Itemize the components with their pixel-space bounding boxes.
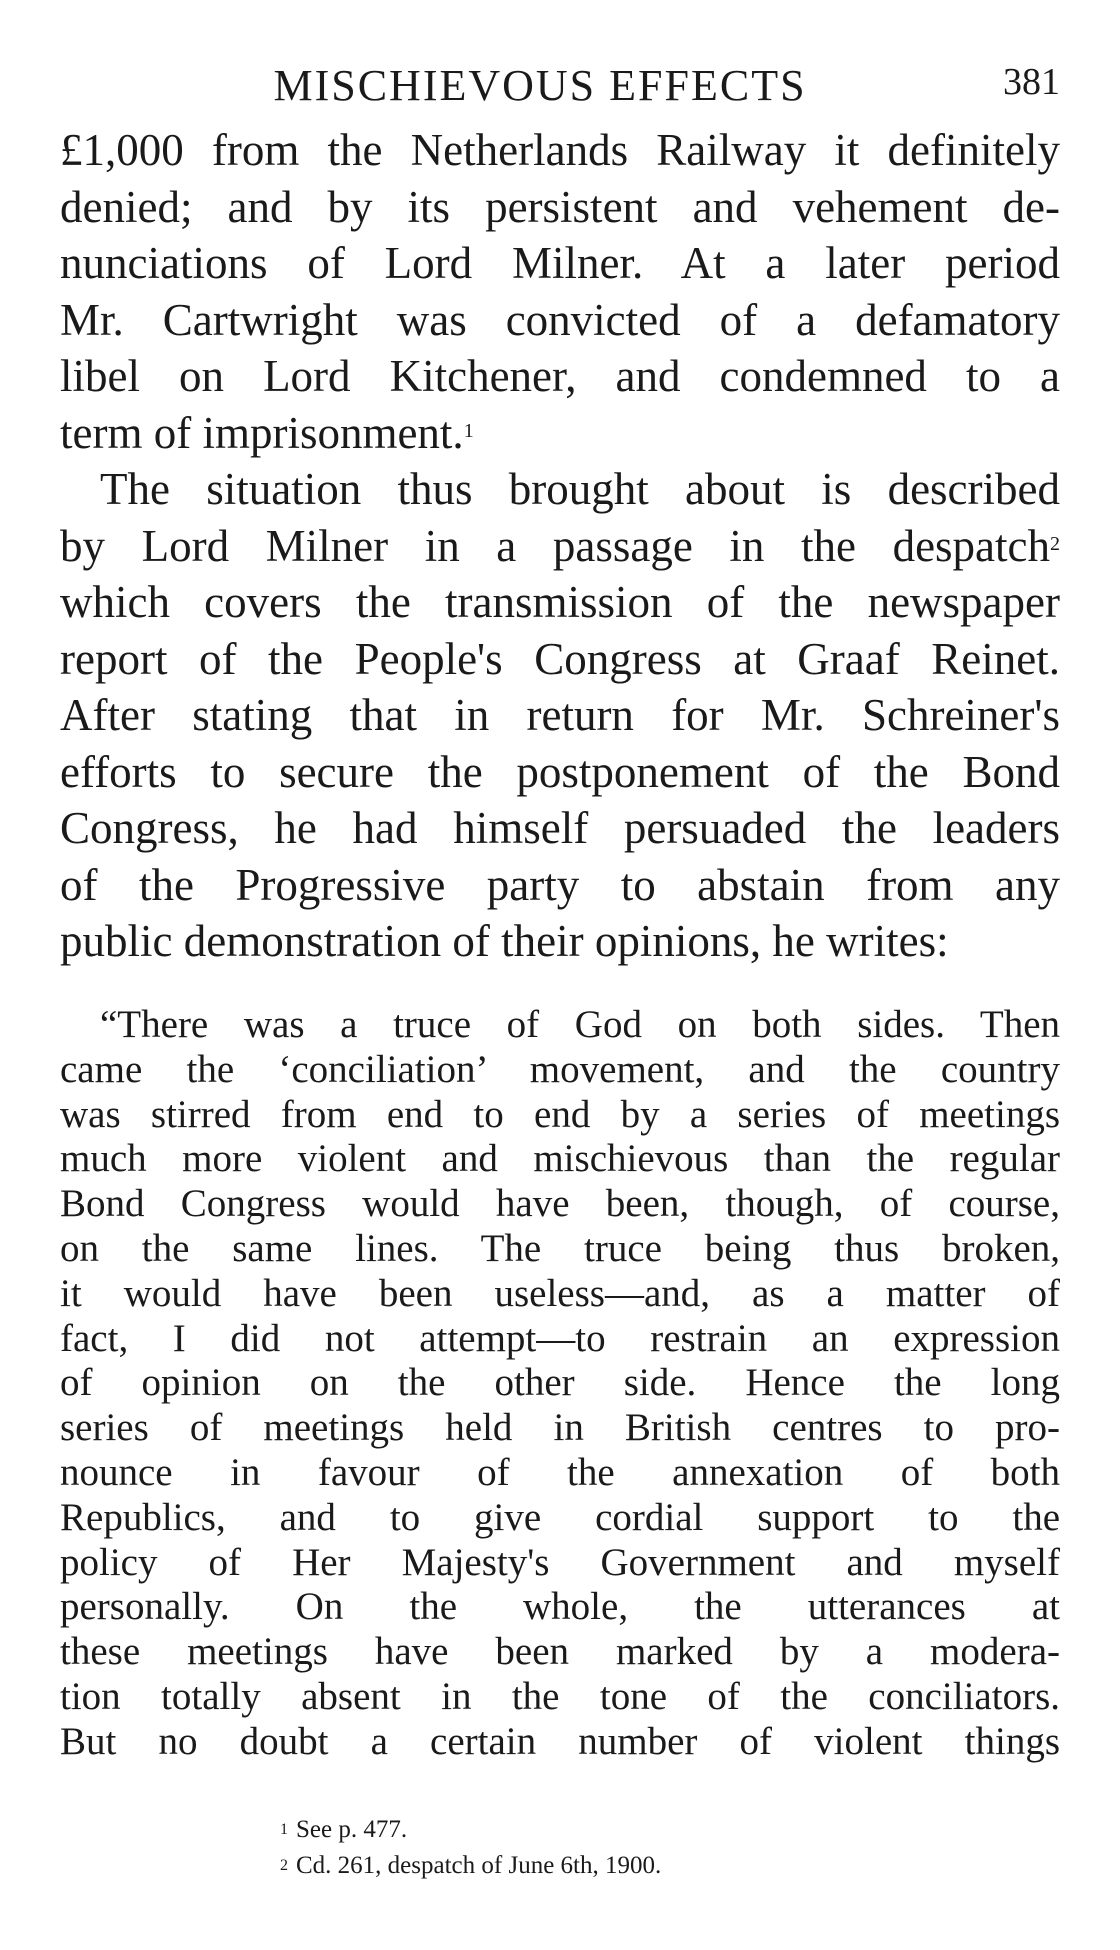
quote-line: these meetings have been marked by a modera- — [60, 1630, 1060, 1674]
footnote-mark: 1 — [280, 1821, 288, 1838]
quote-line: fact, I did not attempt—to restrain an expression — [60, 1316, 1060, 1360]
text-line — [60, 405, 1060, 462]
quote-line: on the same lines. The truce being thus broken, — [60, 1226, 1060, 1270]
text-line: £1,000 from the Netherlands Railway it definitely — [60, 125, 1060, 175]
text-line: After stating that in return for Mr. Schreiner's — [60, 690, 1060, 740]
quote-line: policy of Her Majesty's Government and myself — [60, 1540, 1060, 1584]
quote-line: of opinion on the other side. Hence the long — [60, 1361, 1060, 1405]
quote-line: came the ‘conciliation’ movement, and the country — [60, 1047, 1060, 1091]
quote-line: was stirred from end to end by a series of meetings — [60, 1092, 1060, 1136]
text-line: The situation thus brought about is described — [100, 464, 1060, 514]
text-line: nunciations of Lord Milner. At a later period — [60, 238, 1060, 288]
quote-line: Republics, and to give cordial support to the — [60, 1495, 1060, 1539]
text-line: of the Progressive party to abstain from any — [60, 859, 1060, 910]
quote-line: personally. On the whole, the utterances at — [60, 1585, 1060, 1629]
running-head — [60, 60, 1060, 110]
text-line: which covers the transmission of the newspaper — [60, 577, 1060, 627]
text-line: denied; and by its persistent and vehement de- — [60, 181, 1060, 232]
text-line: report of the People's Congress at Graaf Reinet. — [60, 633, 1060, 684]
footnote-text: See p. 477. — [296, 1816, 408, 1843]
footnote-reference: 1 — [463, 419, 474, 442]
quote-line: Bond Congress would have been, though, of course, — [60, 1182, 1060, 1226]
chapter-heading: MISCHIEVOUS EFFECTS — [273, 61, 807, 110]
quote-line: much more violent and mischievous than the regular — [60, 1137, 1060, 1181]
footnotes — [280, 1812, 1060, 1884]
page-number: 381 — [1003, 61, 1060, 103]
footnote-reference: 2 — [1050, 532, 1060, 555]
quote-line: series of meetings held in British centres to pro- — [60, 1406, 1060, 1450]
text-line: libel on Lord Kitchener, and condemned to a — [60, 351, 1060, 401]
text-line-content: term of imprisonment. — [60, 407, 464, 458]
text-line — [60, 518, 1060, 575]
text-line: public demonstration of their opinions, he writes: — [60, 916, 949, 966]
quote-line: “There was a truce of God on both sides. Then — [100, 1003, 1060, 1046]
footnote-text: Cd. 261, despatch of June 6th, 1900. — [296, 1852, 662, 1879]
footnote — [280, 1848, 1060, 1884]
text-line: efforts to secure the postponement of the Bond — [60, 746, 1060, 797]
text-line-content: by Lord Milner in a passage in the despatch — [60, 520, 1050, 571]
quote-line: it would have been useless—and, as a matter of — [60, 1271, 1060, 1315]
body-text — [60, 122, 1060, 970]
footnote — [280, 1812, 1060, 1848]
block-quotation — [60, 1003, 1060, 1765]
text-line: Mr. Cartwright was convicted of a defamatory — [60, 294, 1060, 345]
quote-line: nounce in favour of the annexation of both — [60, 1450, 1060, 1494]
footnote-mark: 2 — [280, 1857, 288, 1874]
quote-line: tion totally absent in the tone of the conciliators. — [60, 1674, 1060, 1718]
text-line: Congress, he had himself persuaded the leaders — [60, 803, 1060, 853]
quote-line: But no doubt a certain number of violent things — [60, 1719, 1060, 1763]
